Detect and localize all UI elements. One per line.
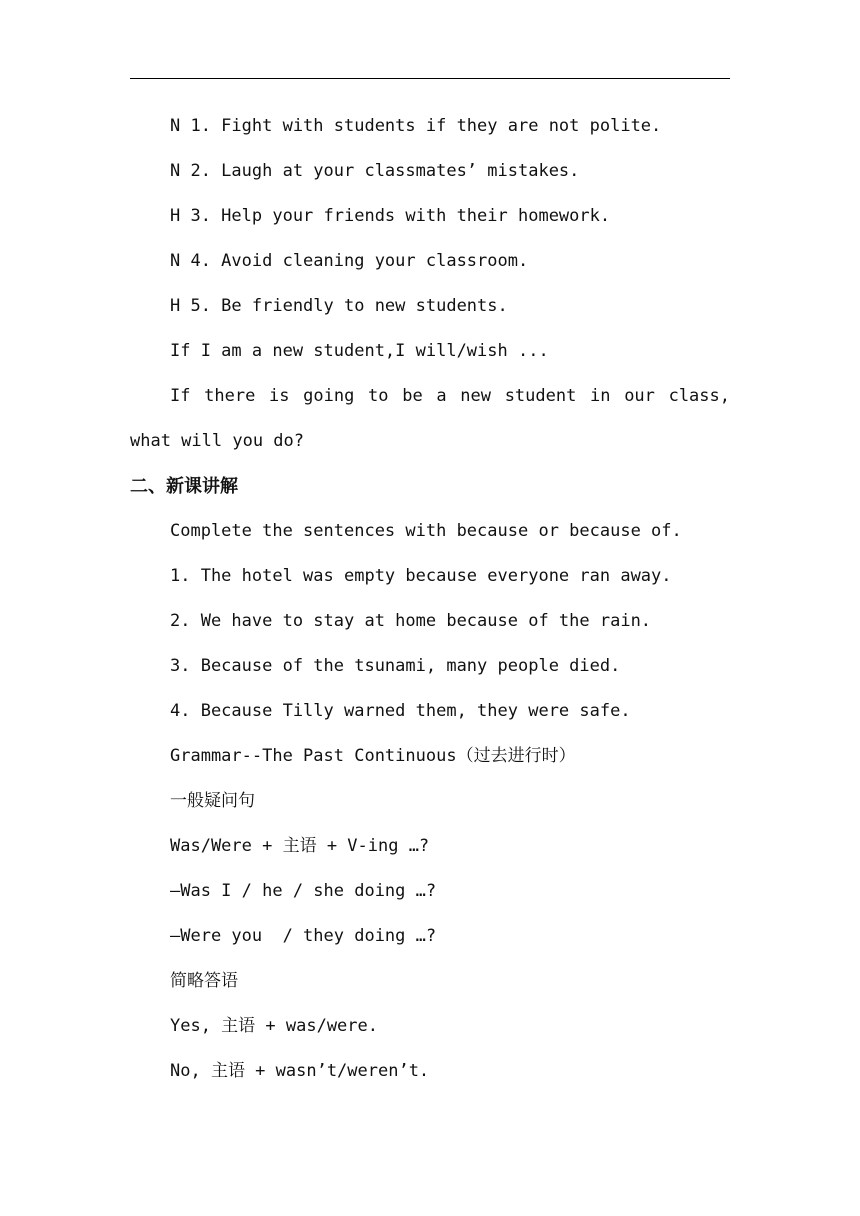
document-body <box>130 104 730 1094</box>
exercise-instruction: Complete the sentences with because or because of. <box>170 521 682 541</box>
grammar-example-1: —Was I / he / she doing …? <box>170 881 437 901</box>
exercise-sentence-3: 3. Because of the tsunami, many people died. <box>170 656 621 676</box>
review-item-4: N 4. Avoid cleaning your classroom. <box>170 251 529 271</box>
review-item-1: N 1. Fight with students if they are not polite. <box>170 116 662 136</box>
section-heading: 二、新课讲解 <box>130 476 238 497</box>
grammar-question-heading: 一般疑问句 <box>170 791 255 811</box>
review-item-5: H 5. Be friendly to new students. <box>170 296 508 316</box>
header-rule <box>130 78 730 79</box>
grammar-answer-no: No, 主语 + wasn’t/weren’t. <box>170 1061 430 1081</box>
grammar-title: Grammar--The Past Continuous（过去进行时） <box>170 746 576 766</box>
review-item-3: H 3. Help your friends with their homework. <box>170 206 611 226</box>
review-prompt-2: If there is going to be a new student in our class, what will you do? <box>130 386 730 451</box>
grammar-answer-heading: 简略答语 <box>170 971 238 991</box>
review-item-2: N 2. Laugh at your classmates’ mistakes. <box>170 161 580 181</box>
grammar-answer-yes: Yes, 主语 + was/were. <box>170 1016 378 1036</box>
exercise-sentence-1: 1. The hotel was empty because everyone ran away. <box>170 566 672 586</box>
exercise-sentence-2: 2. We have to stay at home because of the rain. <box>170 611 652 631</box>
grammar-example-2: —Were you / they doing …? <box>170 926 437 946</box>
review-prompt-1: If I am a new student,I will/wish ... <box>170 341 549 361</box>
grammar-formula: Was/Were + 主语 + V-ing …? <box>170 836 430 856</box>
exercise-sentence-4: 4. Because Tilly warned them, they were safe. <box>170 701 631 721</box>
